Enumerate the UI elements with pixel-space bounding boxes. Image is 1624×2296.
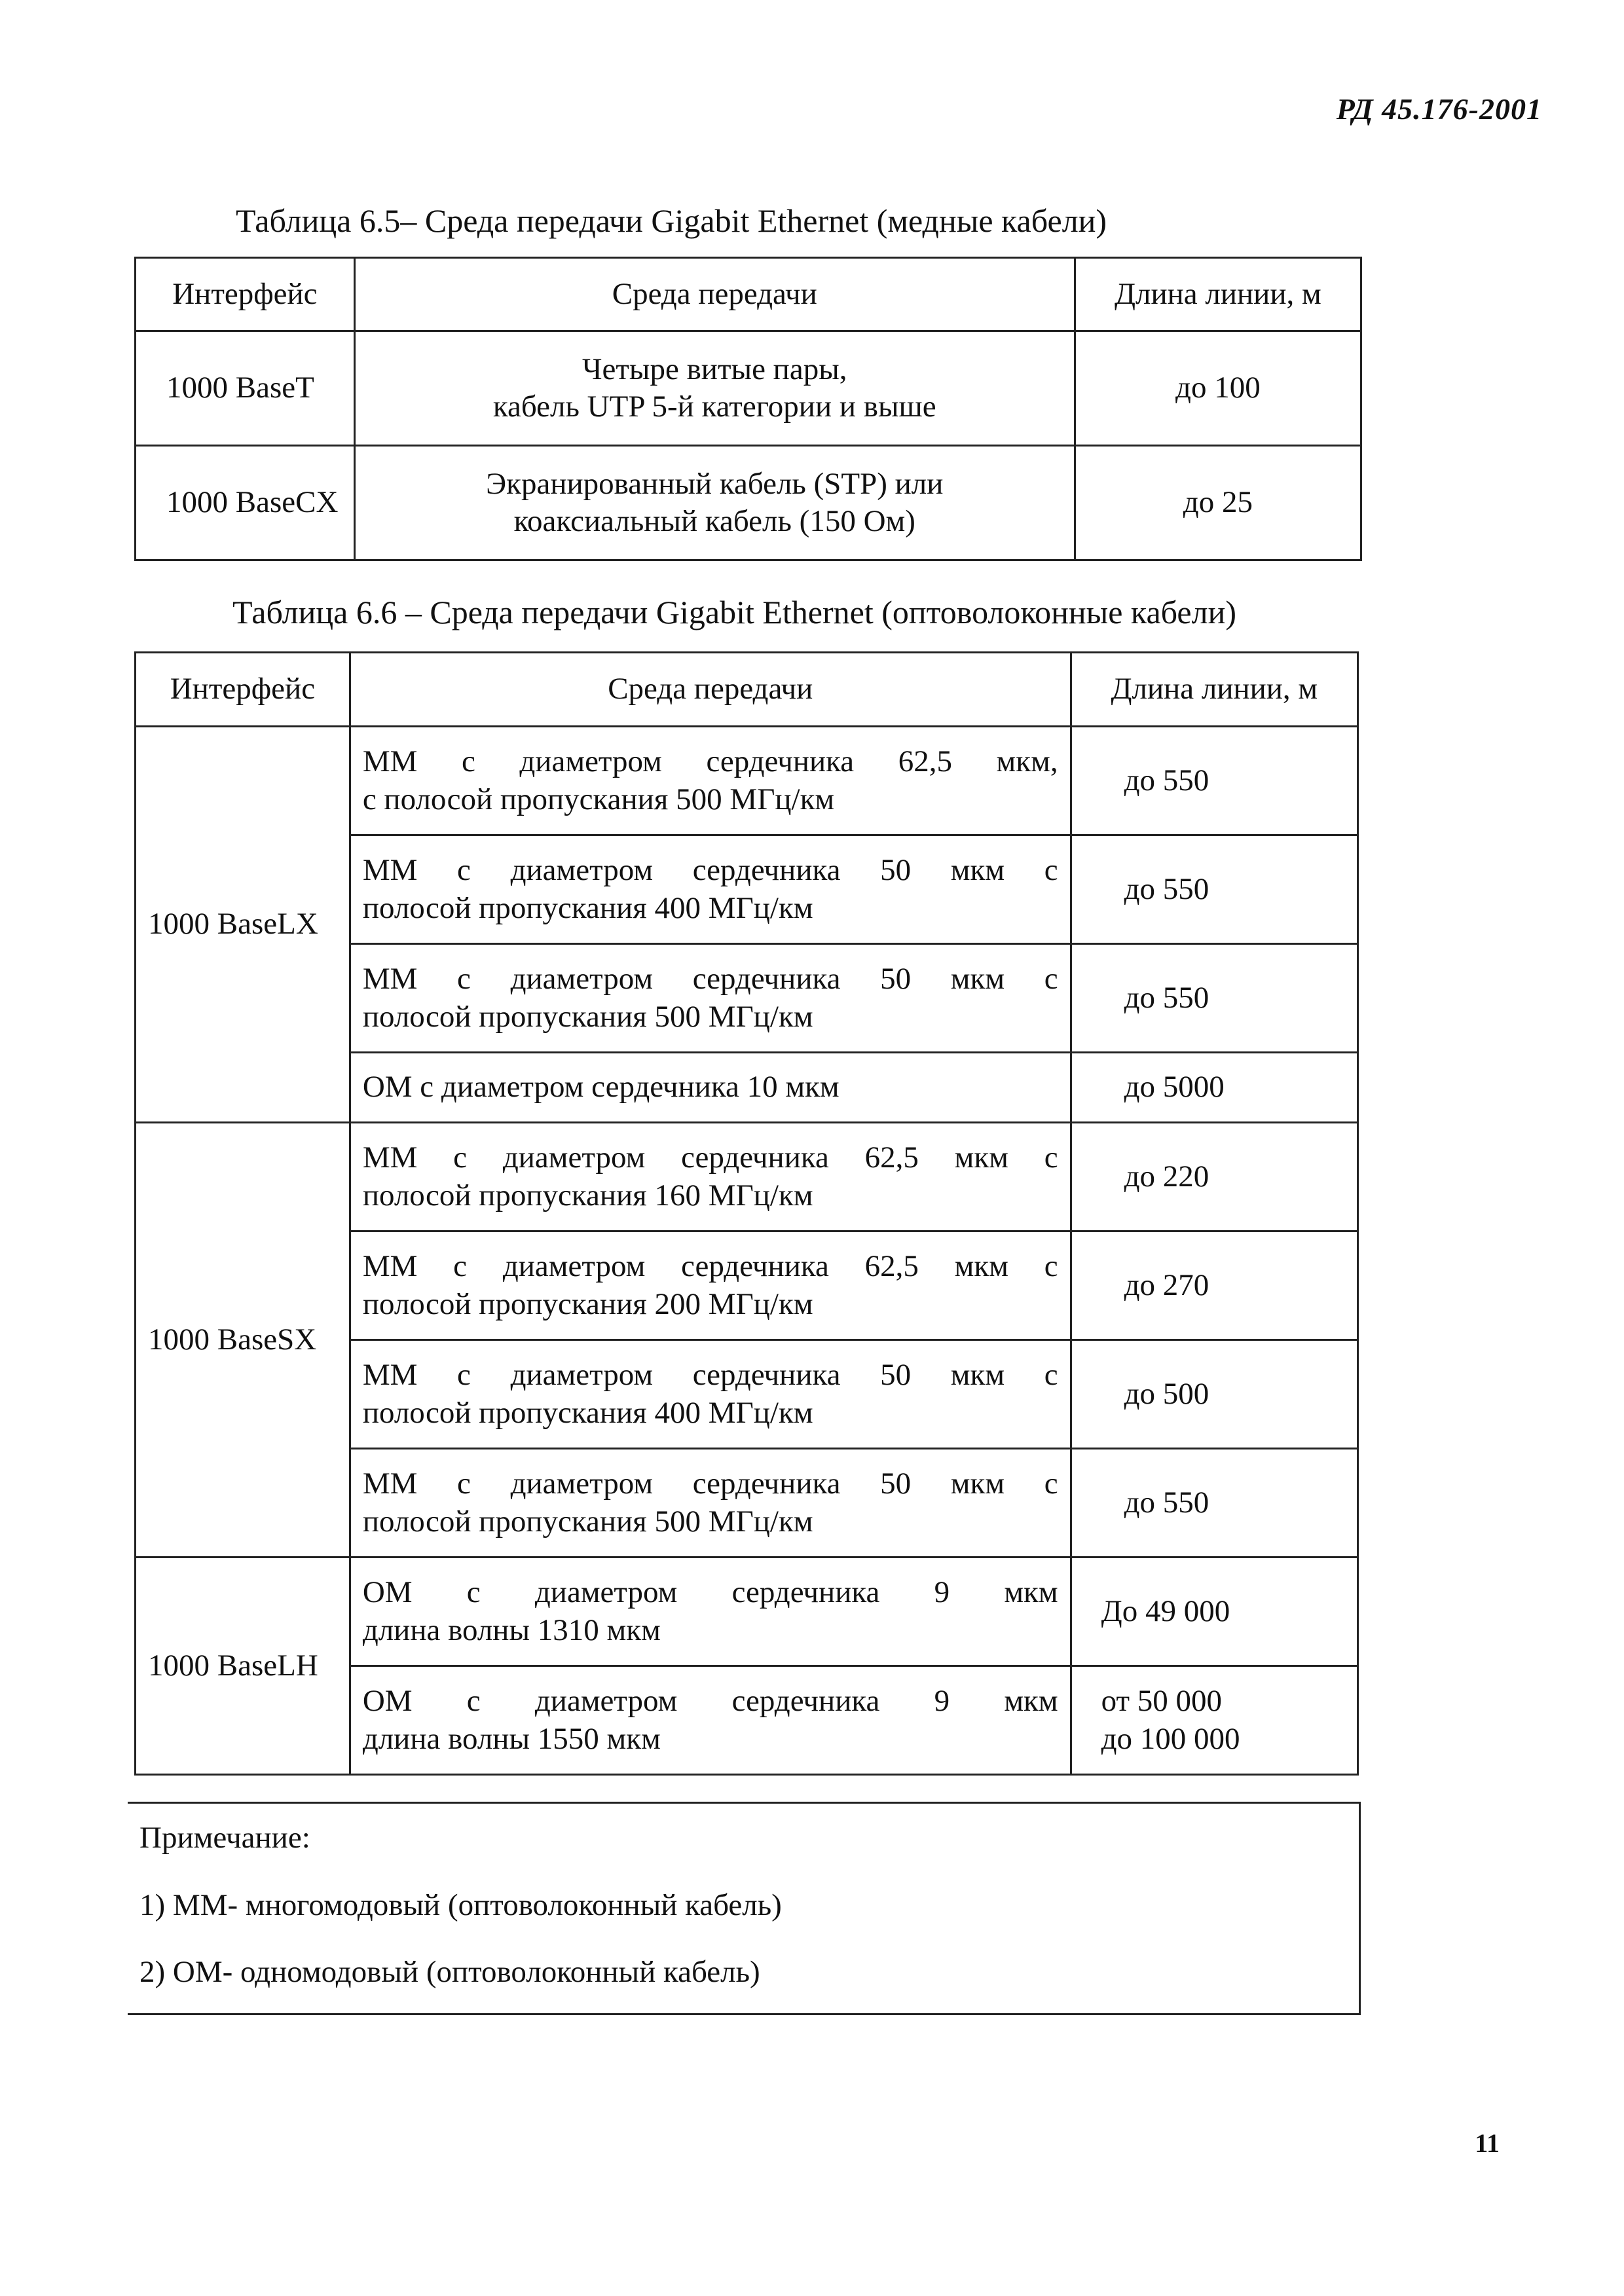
- medium-line: ММ с диаметром сердечника 50 мкм с: [362, 1358, 1058, 1393]
- length-cell: до 220: [1071, 1123, 1357, 1231]
- medium-line: ММ с диаметром сердечника 50 мкм с: [362, 1467, 1058, 1501]
- medium-cell: [350, 1558, 1071, 1666]
- length-cell: до 100: [1075, 331, 1361, 446]
- length-cell: [1071, 1666, 1357, 1775]
- column-header-medium: Среда передачи: [350, 653, 1071, 727]
- medium-line: ОМ с диаметром сердечника 9 мкм: [362, 1684, 1058, 1719]
- medium-line: полосой пропускания 500 МГц/км: [362, 1504, 813, 1539]
- length-cell: до 550: [1071, 835, 1357, 944]
- column-header-medium: Среда передачи: [354, 258, 1075, 331]
- medium-cell: [350, 1449, 1071, 1558]
- length-cell: до 550: [1071, 944, 1357, 1053]
- medium-line: кабель UTP 5-й категории и выше: [492, 390, 936, 424]
- interface-cell: 1000 BaseCX: [136, 446, 355, 560]
- medium-line: коаксиальный кабель (150 Ом): [513, 504, 915, 538]
- medium-line: ММ с диаметром сердечника 50 мкм с: [362, 962, 1058, 996]
- interface-cell: 1000 BaseLX: [136, 727, 350, 1123]
- notes-block: [128, 1802, 1361, 2015]
- table-row: [136, 446, 1361, 560]
- table-row: [136, 727, 1358, 835]
- table-row: [136, 1558, 1358, 1666]
- column-header-interface: Интерфейс: [136, 653, 350, 727]
- length-line: от 50 000: [1101, 1684, 1223, 1719]
- medium-cell: [350, 1340, 1071, 1449]
- medium-line: ММ с диаметром сердечника 62,5 мкм,: [362, 744, 1058, 779]
- document-code: РД 45.176-2001: [1336, 92, 1542, 126]
- column-header-interface: Интерфейс: [136, 258, 355, 331]
- medium-line: ММ с диаметром сердечника 62,5 мкм с: [362, 1140, 1058, 1175]
- medium-cell: [354, 331, 1075, 446]
- medium-cell: [350, 1123, 1071, 1231]
- medium-line: Экранированный кабель (STP) или: [486, 466, 944, 501]
- medium-line: длина волны 1310 мкм: [362, 1613, 661, 1647]
- medium-cell: [350, 727, 1071, 835]
- table-row: [136, 331, 1361, 446]
- length-cell: До 49 000: [1071, 1558, 1357, 1666]
- note-item: 2) ОМ- одномодовый (оптоволоконный кабель): [139, 1955, 760, 1989]
- length-cell: до 550: [1071, 727, 1357, 835]
- medium-line: полосой пропускания 400 МГц/км: [362, 1395, 813, 1430]
- medium-line: полосой пропускания 400 МГц/км: [362, 890, 813, 925]
- interface-cell: 1000 BaseSX: [136, 1123, 350, 1558]
- medium-cell: [350, 835, 1071, 944]
- medium-cell: ОМ с диаметром сердечника 10 мкм: [350, 1053, 1071, 1123]
- medium-cell: [354, 446, 1075, 560]
- fiber-cable-table: [134, 651, 1359, 1776]
- note-item: 1) ММ- многомодовый (оптоволоконный кабель): [139, 1888, 782, 1922]
- column-header-length: Длина линии, м: [1075, 258, 1361, 331]
- length-cell: до 5000: [1071, 1053, 1357, 1123]
- table-row: [136, 1123, 1358, 1231]
- medium-line: полосой пропускания 160 МГц/км: [362, 1178, 813, 1212]
- medium-line: полосой пропускания 200 МГц/км: [362, 1286, 813, 1321]
- page-number: 11: [1475, 2128, 1500, 2158]
- column-header-length: Длина линии, м: [1071, 653, 1357, 727]
- medium-line: Четыре витые пары,: [581, 352, 847, 386]
- length-cell: до 25: [1075, 446, 1361, 560]
- length-cell: до 500: [1071, 1340, 1357, 1449]
- medium-cell: [350, 944, 1071, 1053]
- table-6-6-caption: Таблица 6.6 – Среда передачи Gigabit Ethernet (оптоволоконные кабели): [232, 594, 1236, 630]
- medium-line: ММ с диаметром сердечника 62,5 мкм с: [362, 1249, 1058, 1284]
- length-cell: до 550: [1071, 1449, 1357, 1558]
- interface-cell: 1000 BaseT: [136, 331, 355, 446]
- copper-cable-table: [134, 257, 1362, 561]
- medium-cell: [350, 1666, 1071, 1775]
- table-header-row: [136, 653, 1358, 727]
- medium-line: полосой пропускания 500 МГц/км: [362, 999, 813, 1034]
- length-line: до 100 000: [1101, 1721, 1240, 1756]
- notes-title: Примечание:: [139, 1821, 310, 1855]
- medium-line: ОМ с диаметром сердечника 9 мкм: [362, 1575, 1058, 1610]
- table-6-5-caption: Таблица 6.5– Среда передачи Gigabit Ethernet (медные кабели): [236, 202, 1107, 239]
- medium-line: ММ с диаметром сердечника 50 мкм с: [362, 853, 1058, 888]
- medium-line: длина волны 1550 мкм: [362, 1721, 661, 1756]
- length-cell: до 270: [1071, 1231, 1357, 1340]
- table-header-row: [136, 258, 1361, 331]
- medium-cell: [350, 1231, 1071, 1340]
- interface-cell: 1000 BaseLH: [136, 1558, 350, 1775]
- medium-line: с полосой пропускания 500 МГц/км: [362, 782, 835, 816]
